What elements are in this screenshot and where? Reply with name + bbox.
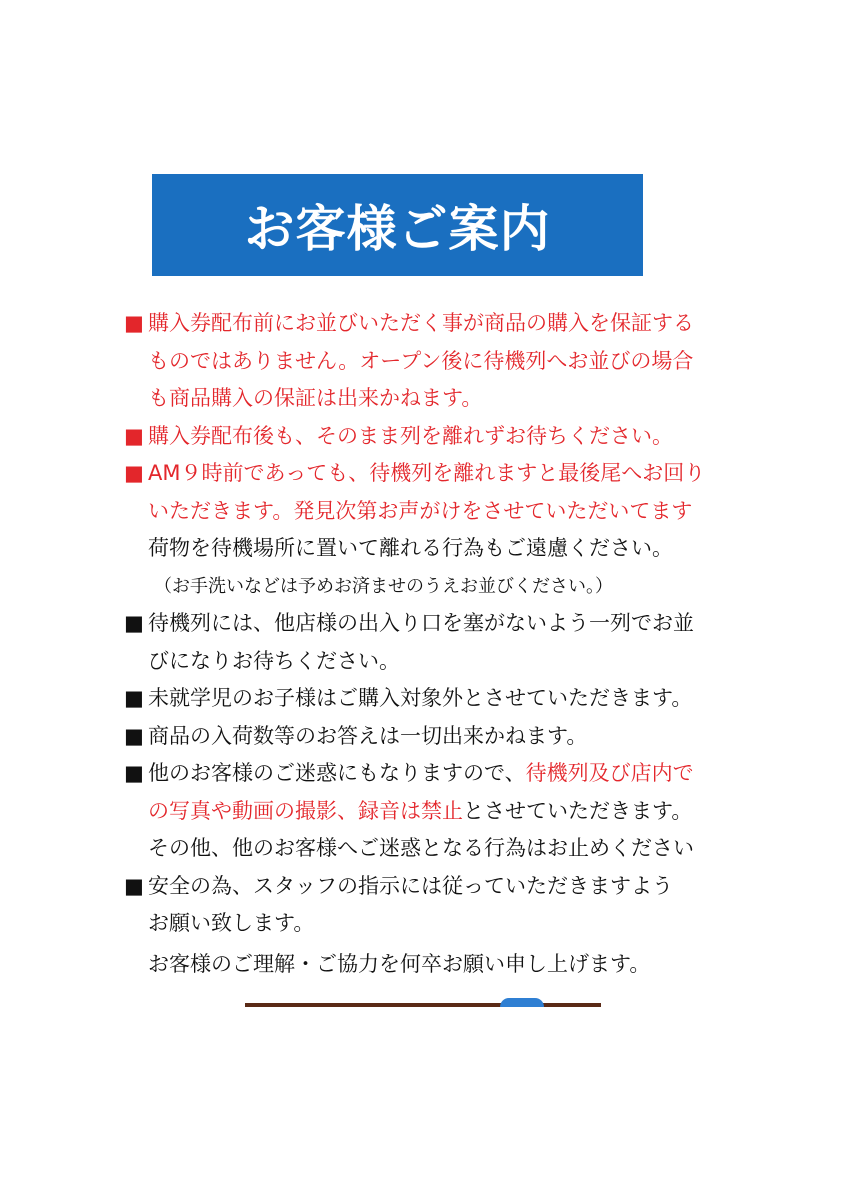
bullet-square-icon: ■ <box>124 686 144 710</box>
notice-text: ものではありません。オープン後に待機列へお並びの場合 <box>148 348 694 373</box>
notice-text: 購入券配布後も、そのまま列を離れずお待ちください。 <box>148 423 673 448</box>
notice-line <box>124 418 728 456</box>
footer-rule-accent <box>500 998 544 1007</box>
notice-line <box>124 568 728 606</box>
notice-line <box>124 718 728 756</box>
page-title: お客様ご案内 <box>244 200 551 258</box>
notice-item <box>124 868 728 943</box>
bullet-square-icon: ■ <box>124 873 144 898</box>
bullet-square-icon: ■ <box>124 461 144 485</box>
notice-line <box>124 455 728 493</box>
bullet-square-icon: ■ <box>124 761 144 785</box>
notice-list <box>124 305 728 943</box>
notice-text: 待機列及び店内で <box>525 761 694 785</box>
notice-line <box>124 343 728 381</box>
notice-line <box>124 305 728 343</box>
notice-text: 荷物を待機場所に置いて離れる行為もご遠慮ください。 <box>148 536 673 560</box>
notice-text: も商品購入の保証は出来かねます。 <box>148 386 483 410</box>
notice-text: いただきます。発見次第お声がけをさせていただいてます <box>148 498 693 523</box>
bullet-square-icon: ■ <box>124 723 144 748</box>
notice-item <box>124 718 728 756</box>
notice-line <box>124 680 728 718</box>
notice-text: 待機列には、他店様の出入り口を塞がないよう一列でお並 <box>148 611 694 635</box>
notice-item <box>124 305 728 418</box>
notice-item <box>124 755 728 868</box>
notice-text: びになりお待ちください。 <box>148 648 400 673</box>
notice-item <box>124 455 728 605</box>
title-banner <box>152 174 643 276</box>
notice-item <box>124 680 728 718</box>
closing-message: お客様のご理解・ご協力を何卒お願い申し上げます。 <box>148 952 651 976</box>
notice-line <box>124 530 728 568</box>
notice-line <box>124 793 728 831</box>
notice-item <box>124 418 728 456</box>
bullet-square-icon: ■ <box>124 311 144 335</box>
notice-line <box>124 868 728 906</box>
notice-line <box>124 493 728 531</box>
notice-line <box>124 830 728 868</box>
notice-text: 購入券配布前にお並びいただく事が商品の購入を保証する <box>148 311 694 335</box>
bullet-square-icon: ■ <box>124 423 144 448</box>
notice-text: 安全の為、スタッフの指示には従っていただきますよう <box>148 873 673 898</box>
bullet-square-icon: ■ <box>124 611 144 635</box>
notice-line <box>124 643 728 681</box>
notice-line <box>124 380 728 418</box>
notice-text: 商品の入荷数等のお答えは一切出来かねます。 <box>148 723 588 748</box>
notice-text: その他、他のお客様へご迷惑となる行為はお止めください <box>148 836 694 860</box>
notice-text: お願い致します。 <box>148 911 315 935</box>
footer-rule <box>245 1003 601 1007</box>
notice-line <box>124 755 728 793</box>
notice-text: とさせていただきます。 <box>463 798 693 823</box>
notice-text: 他のお客様のご迷惑にもなりますので、 <box>148 761 526 785</box>
notice-item <box>124 605 728 680</box>
notice-line <box>124 605 728 643</box>
notice-text: 未就学児のお子様はご購入対象外とさせていただきます。 <box>148 686 693 710</box>
notice-text: の写真や動画の撮影、録音は禁止 <box>148 798 463 823</box>
notice-text: AM９時前であっても、待機列を離れますと最後尾へお回り <box>148 461 706 485</box>
notice-line <box>124 905 728 943</box>
notice-text: （お手洗いなどは予めお済ませのうえお並びください。） <box>154 575 613 597</box>
